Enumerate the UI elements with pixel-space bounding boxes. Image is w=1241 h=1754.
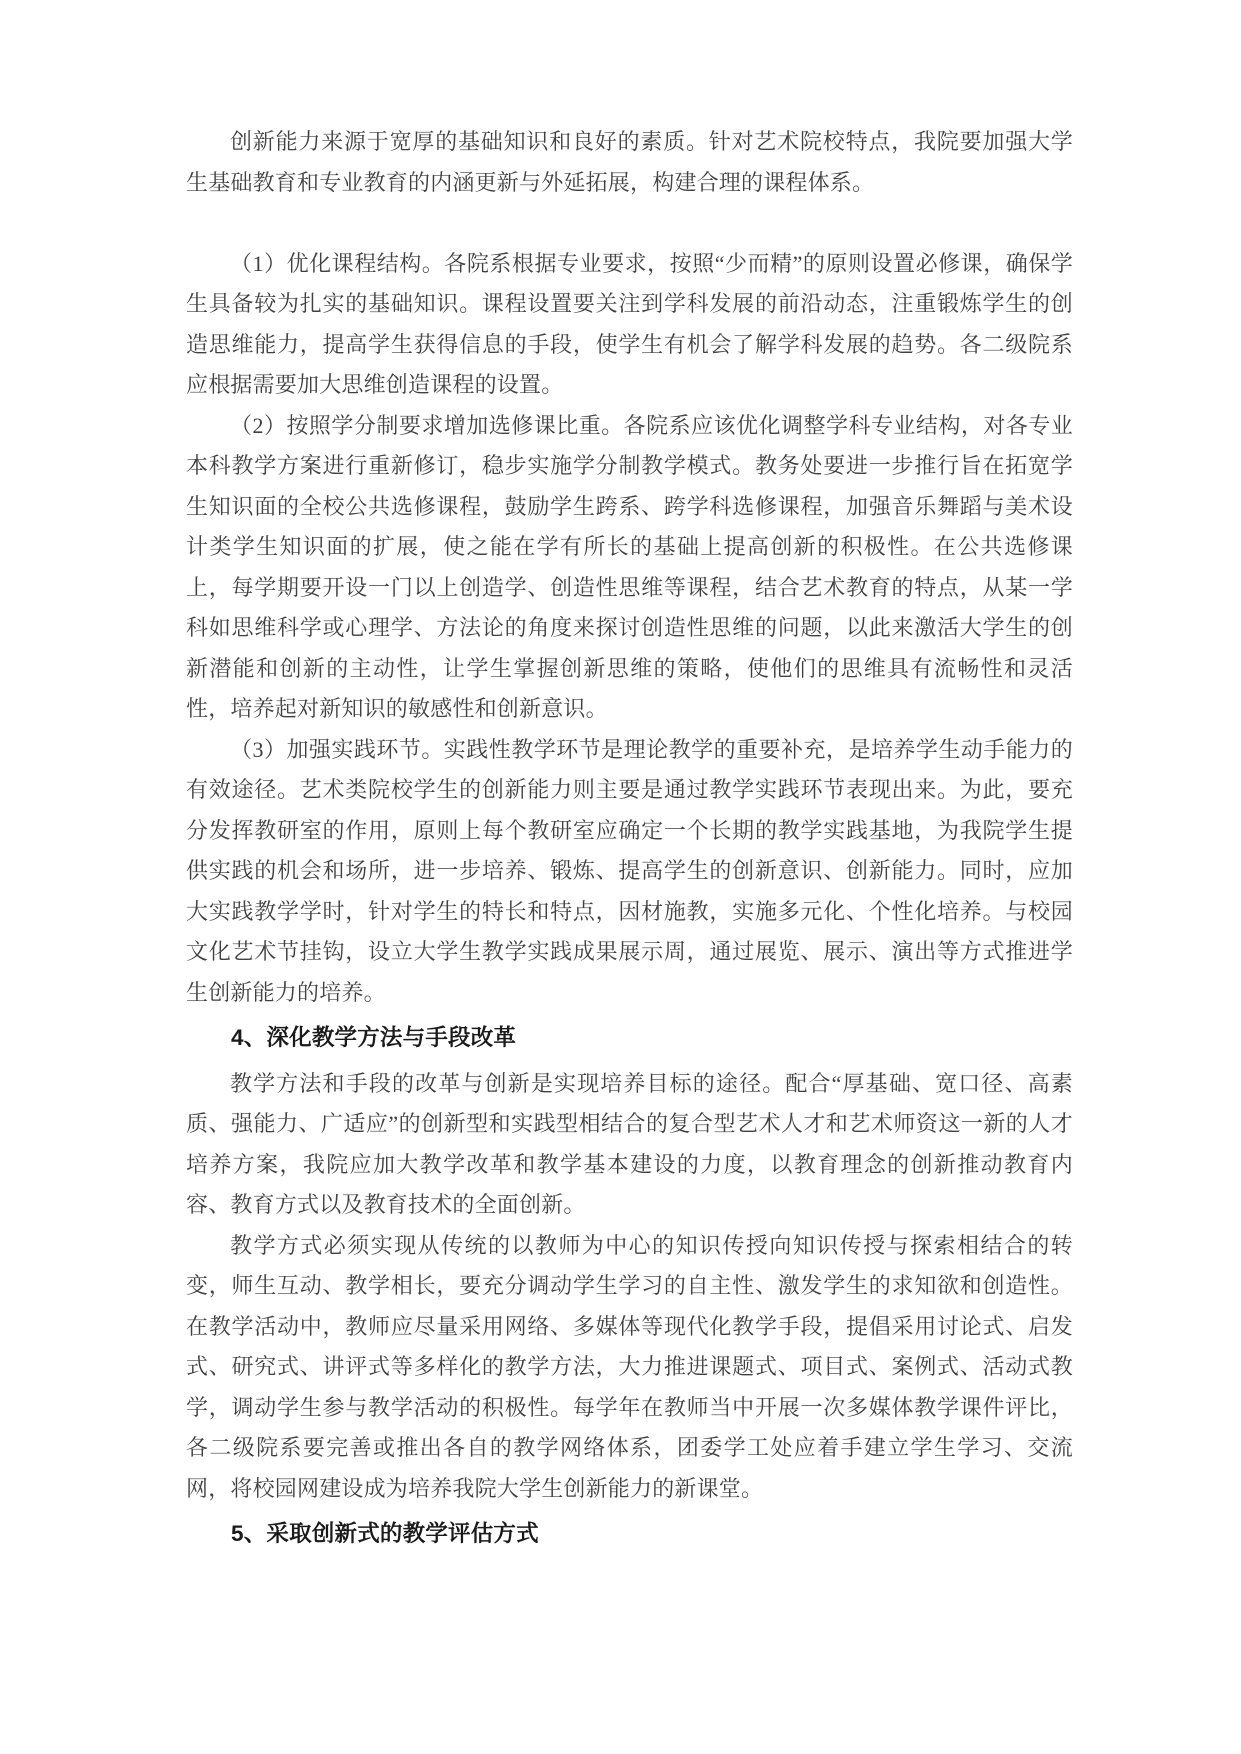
section-4-paragraph-1: 教学方法和手段的改革与创新是实现培养目标的途径。配合“厚基础、宽口径、高素质、强能力、广适应”的创新型和实践型相结合的复合型艺术人才和艺术师资这一新的人才培养方案，我院应加大教学改革和教学基本建设的力度，以教育理念的创新推动教育内容、教育方式以及教育技术的全面创新。 (186, 1070, 1073, 1217)
document-body (186, 122, 1073, 1555)
list-item-1-paragraph: （1）优化课程结构。各院系根据专业要求，按照“少而精”的原则设置必修课，确保学生具备较为扎实的基础知识。课程设置要关注到学科发展的前沿动态，注重锻炼学生的创造思维能力，提高学生获得信息的手段，使学生有机会了解学科发展的趋势。各二级院系应根据需要加大思维创造课程的设置。 (186, 250, 1073, 397)
intro-paragraph: 创新能力来源于宽厚的基础知识和良好的素质。针对艺术院校特点，我院要加强大学生基础教育和专业教育的内涵更新与外延拓展，构建合理的课程体系。 (186, 129, 1073, 195)
list-item-2-paragraph: （2）按照学分制要求增加选修课比重。各院系应该优化调整学科专业结构，对各专业本科教学方案进行重新修订，稳步实施学分制教学模式。教务处要进一步推行旨在拓宽学生知识面的全校公共选修课程，鼓励学生跨系、跨学科选修课程，加强音乐舞蹈与美术设计类学生知识面的扩展，使之能在学有所长的基础上提高创新的积极性。在公共选修课上，每学期要开设一门以上创造学、创造性思维等课程，结合艺术教育的特点，从某一学科如思维科学或心理学、方法论的角度来探讨创造性思维的问题，以此来激活大学生的创新潜能和创新的主动性，让学生掌握创新思维的策略，使他们的思维具有流畅性和灵活性，培养起对新知识的敏感性和创新意识。 (186, 412, 1073, 721)
blank-line-spacer (186, 203, 1073, 244)
list-item-3-paragraph: （3）加强实践环节。实践性教学环节是理论教学的重要补充，是培养学生动手能力的有效途径。艺术类院校学生的创新能力则主要是通过教学实践环节表现出来。为此，要充分发挥教研室的作用，原则上每个教研室应确定一个长期的教学实践基地，为我院学生提供实践的机会和场所，进一步培养、锻炼、提高学生的创新意识、创新能力。同时，应加大实践教学学时，针对学生的特长和特点，因材施教，实施多元化、个性化培养。与校园文化艺术节挂钩，设立大学生教学实践成果展示周，通过展览、展示、演出等方式推进学生创新能力的培养。 (186, 736, 1073, 1005)
section-4-paragraph-2: 教学方式必须实现从传统的以教师为中心的知识传授向知识传授与探索相结合的转变，师生互动、教学相长，要充分调动学生学习的自主性、激发学生的求知欲和创造性。在教学活动中，教师应尽量采用网络、多媒体等现代化教学手段，提倡采用讨论式、启发式、研究式、讲评式等多样化的教学方法，大力推进课题式、项目式、案例式、活动式教学，调动学生参与教学活动的积极性。每学年在教师当中开展一次多媒体教学课件评比，各二级院系要完善或推出各自的教学网络体系，团委学工处应着手建立学生学习、交流网，将校园网建设成为培养我院大学生创新能力的新课堂。 (186, 1232, 1073, 1501)
section-heading-4: 4、深化教学方法与手段改革 (231, 1025, 517, 1050)
section-heading-5: 5、采取创新式的教学评估方式 (231, 1521, 539, 1546)
